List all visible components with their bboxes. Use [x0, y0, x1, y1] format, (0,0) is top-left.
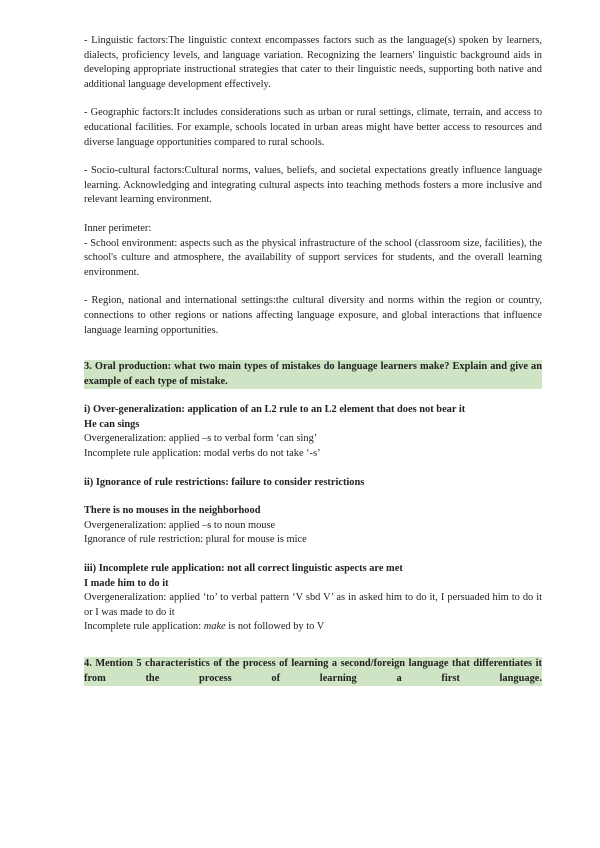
sociocultural-factors-paragraph — [84, 164, 542, 208]
part-i-line-1: Overgeneralization: applied –s to verbal form ‘can sing’ — [84, 433, 318, 445]
question-3-heading: 3. Oral production: what two main types of mistakes do language learners make? Explain and give an example of each type of mistake. — [84, 360, 542, 389]
question-4-heading: 4. Mention 5 characteristics of the process of learning a second/foreign language that differentiates it from the process of learning a first language. — [84, 657, 542, 686]
part-iii-line-2-prefix: Incomplete rule application: — [84, 621, 204, 633]
region-settings-paragraph — [84, 294, 542, 338]
geographic-factors-label: - Geographic factors: — [84, 107, 174, 119]
part-ii-example: There is no mouses in the neighborhood — [84, 505, 261, 517]
linguistic-factors-text: The linguistic context encompasses factors such as the language(s) spoken by learners, dialects, proficiency levels, and language variation. Recognizing the learners' linguistic background aids in developing appropriate instructional strategies that cater to their linguistic needs, supporting both native and additional language development effectively. — [84, 35, 542, 90]
region-settings-label: - Region, national and international settings: — [84, 295, 276, 307]
part-ii-title: ii) Ignorance of rule restrictions: failure to consider restrictions — [84, 476, 365, 488]
part-ii-line-2: Ignorance of rule restriction: plural for mouse is mice — [84, 534, 307, 546]
part-iii-line-1: Overgeneralization: applied ‘to’ to verbal pattern ‘V sbd V’ as in asked him to do it, I persuaded him to do it or I was made to do it — [84, 592, 542, 618]
part-iii-line-2 — [84, 620, 542, 635]
part-iii-title: iii) Incomplete rule application: not all correct linguistic aspects are met — [84, 563, 403, 575]
school-environment-text: aspects such as the physical infrastructure of the school (classroom size, facilities), the school's culture and atmosphere, the availability of support services for students, and the overall learning environment. — [84, 237, 542, 278]
linguistic-factors-paragraph — [84, 34, 542, 92]
school-environment-paragraph — [84, 237, 542, 281]
part-iii-example: I made him to do it — [84, 577, 169, 589]
geographic-factors-paragraph — [84, 106, 542, 150]
geographic-factors-text: It includes considerations such as urban or rural settings, climate, terrain, and access to educational facilities. For example, schools located in urban areas might have better access to resources and diverse language opportunities compared to rural schools. — [84, 107, 543, 148]
sociocultural-factors-label: - Socio-cultural factors: — [84, 165, 185, 177]
part-iii-line-2-suffix: is not followed by to V — [225, 621, 325, 633]
part-i-title: i) Over-generalization: application of an L2 rule to an L2 element that does not bear it — [84, 404, 466, 416]
part-iii-line-2-emphasis: make — [203, 621, 226, 633]
part-i-example: He can sings — [84, 418, 140, 430]
part-i-line-2: Incomplete rule application: modal verbs do not take ‘-s’ — [84, 448, 321, 460]
inner-perimeter-title: Inner perimeter: — [84, 222, 152, 234]
sociocultural-factors-text: Cultural norms, values, beliefs, and societal expectations greatly influence language learning. Acknowledging and integrating cultural aspects into teaching methods fosters a more inclusive and relevant learning environment. — [84, 165, 542, 206]
region-settings-text: the cultural diversity and norms within the region or country, connections to other regions or nations affecting language exposure, and global interactions that influence language learning opportunities. — [84, 295, 542, 336]
part-ii-line-1: Overgeneralization: applied –s to noun mouse — [84, 519, 276, 531]
school-environment-label: - School environment: — [84, 237, 178, 249]
linguistic-factors-label: - Linguistic factors: — [84, 35, 169, 46]
